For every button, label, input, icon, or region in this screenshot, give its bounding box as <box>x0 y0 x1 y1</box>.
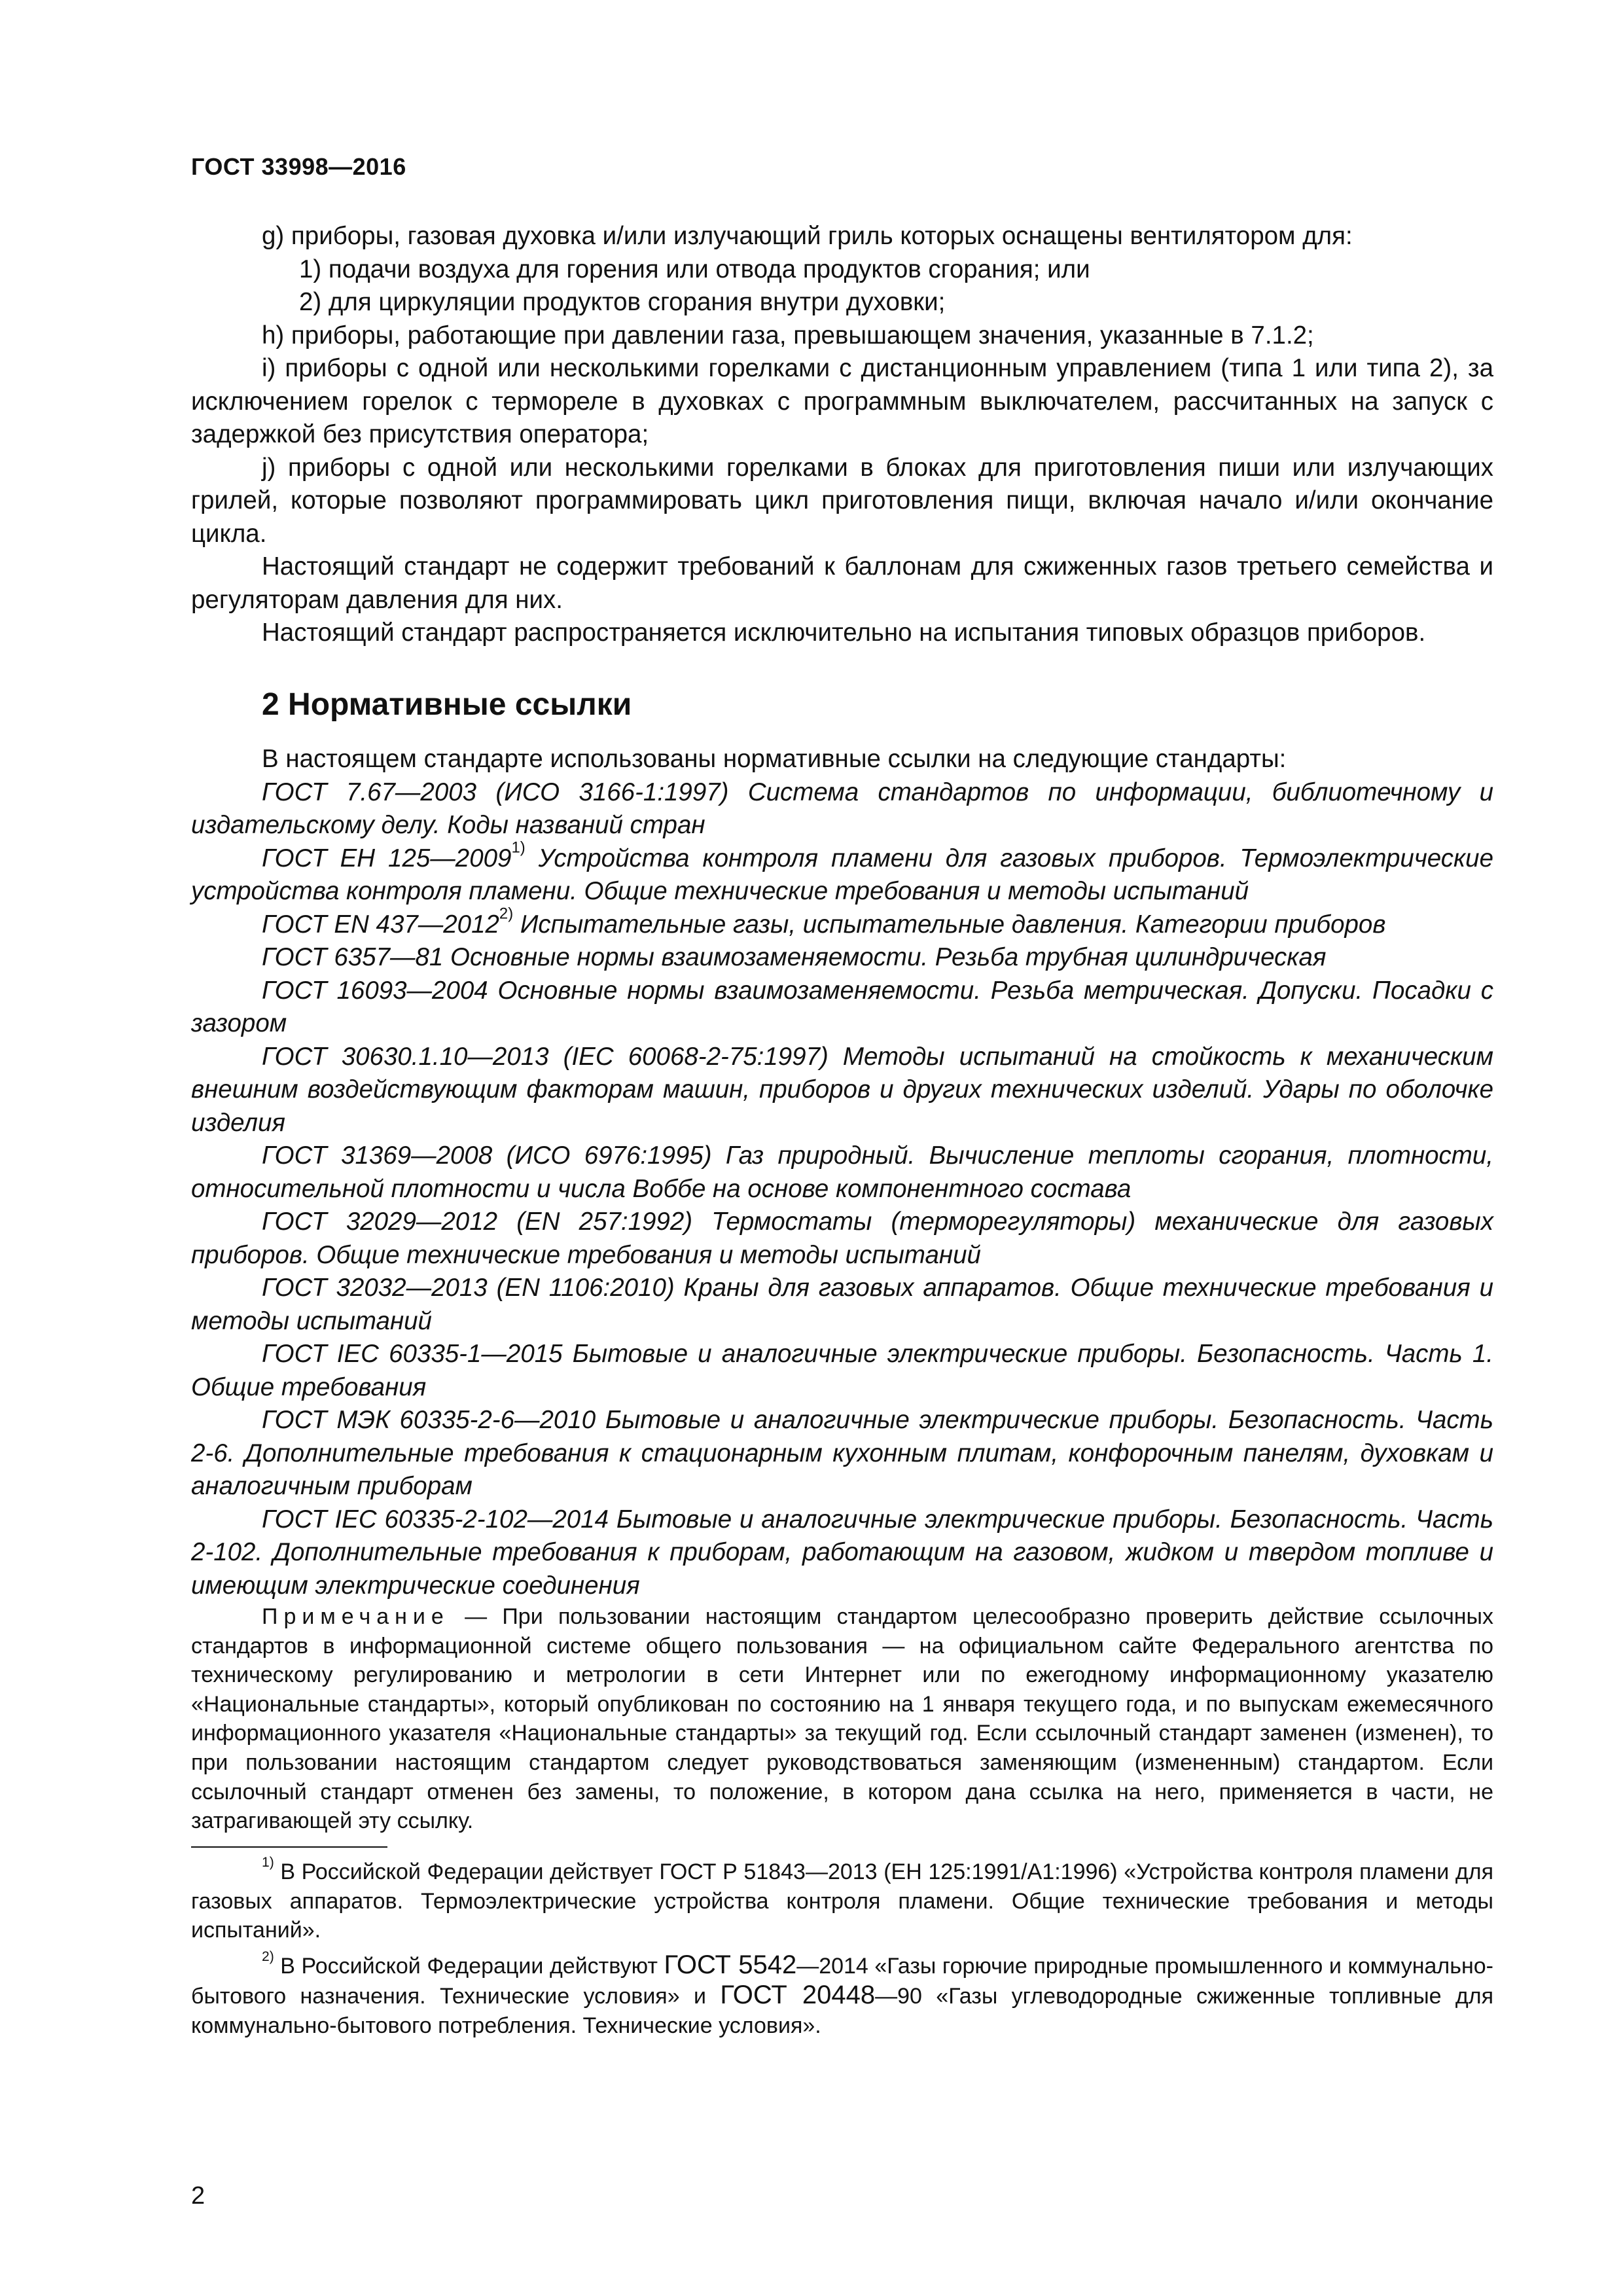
document-header: ГОСТ 33998—2016 <box>191 153 406 180</box>
reference-item: ГОСТ 7.67—2003 (ИСО 3166-1:1997) Система стандартов по информации, библиотечному и издательскому делу. Коды названий стран <box>191 778 1493 839</box>
reference-item: ГОСТ 32032—2013 (EN 1106:2010) Краны для газовых аппаратов. Общие технические требования и методы испытаний <box>191 1274 1493 1335</box>
footnote-marker: 1) <box>511 838 526 857</box>
footnote-text: В Российской Федерации действует ГОСТ Р 51843—2013 (ЕН 125:1991/А1:1996) «Устройства контроля пламени для газовых аппаратов. Термоэлектрические устройства контроля пламени. Общие технические требования и методы испытаний». <box>191 1859 1493 1943</box>
reference-code: ГОСТ ЕН 125—2009 <box>262 844 512 872</box>
reference-item: ГОСТ 30630.1.10—2013 (IEC 60068-2-75:1997) Методы испытаний на стойкость к механическим внешним воздействующим факторам машин, приборов и других технических изделий. Удары по оболочке изделия <box>191 1042 1493 1137</box>
footnote-text: —2014 «Газы горючие природные промышленного и коммунально-бытового назначения. Технические условия» и <box>191 1953 1493 2009</box>
reference-item: ГОСТ 32029—2012 (EN 257:1992) Термостаты (терморегуляторы) механические для газовых приборов. Общие технические требования и методы испытаний <box>191 1208 1493 1269</box>
reference-item: ГОСТ МЭК 60335-2-6—2010 Бытовые и аналогичные электрические приборы. Безопасность. Часть 2-6. Дополнительные требования к стационарным кухонным плитам, конфорочным панелям, духовкам и аналогичным приборам <box>191 1406 1493 1500</box>
footnote-marker: 1) <box>262 1855 274 1871</box>
section-2-title: 2 Нормативные ссылки <box>262 687 632 722</box>
reference-item: ГОСТ 6357—81 Основные нормы взаимозаменяемости. Резьба трубная цилиндрическая <box>262 943 1327 971</box>
paragraph-cylinders: Настоящий стандарт не содержит требований к баллонам для сжиженных газов третьего семейства и регуляторам давления для них. <box>191 552 1493 614</box>
list-item-h: h) приборы, работающие при давлении газа, превышающем значения, указанные в 7.1.2; <box>262 321 1314 350</box>
list-item-g: g) приборы, газовая духовка и/или излучающий гриль которых оснащены вентилятором для: <box>262 222 1353 250</box>
list-subitem-g1: 1) подачи воздуха для горения или отвода продуктов сгорания; или <box>299 255 1090 283</box>
reference-item: ГОСТ IEC 60335-2-102—2014 Бытовые и аналогичные электрические приборы. Безопасность. Часть 2-102. Дополнительные требования к приборам, работающим на газовом, жидком и твердом топливе и имеющим электрические соединения <box>191 1505 1493 1600</box>
reference-item <box>191 905 1493 942</box>
footnote-2 <box>191 1950 1493 2041</box>
list-subitem-g2: 2) для циркуляции продуктов сгорания внутри духовки; <box>299 288 946 316</box>
normative-references <box>191 743 1493 1602</box>
footnote-marker: 2) <box>499 905 514 923</box>
footnote-reference: ГОСТ 20448 <box>720 1981 876 2010</box>
note-label: Примечание <box>262 1604 450 1629</box>
paragraph-scope: Настоящий стандарт распространяется исключительно на испытания типовых образцов приборов. <box>262 619 1426 647</box>
scope-list <box>191 220 1493 650</box>
footnote-text: —90 «Газы углеводородные сжиженные топливные для коммунально-бытового потребления. Технические условия». <box>191 1984 1494 2038</box>
references-intro: В настоящем стандарте использованы нормативные ссылки на следующие стандарты: <box>262 745 1287 773</box>
note-block <box>191 1602 1493 1836</box>
reference-title: Устройства контроля пламени для газовых приборов. Термоэлектрические устройства контроля пламени. Общие технические требования и методы испытаний <box>191 844 1493 905</box>
footnote-reference: ГОСТ 5542 <box>664 1950 797 1979</box>
reference-item: ГОСТ 16093—2004 Основные нормы взаимозаменяемости. Резьба метрическая. Допуски. Посадки с зазором <box>191 976 1493 1037</box>
footnote-separator <box>191 1846 387 1848</box>
reference-title: Испытательные газы, испытательные давления. Категории приборов <box>513 910 1386 939</box>
footnote-1 <box>191 1857 1493 1945</box>
reference-item <box>191 838 1493 908</box>
reference-item: ГОСТ IEC 60335-1—2015 Бытовые и аналогичные электрические приборы. Безопасность. Часть 1. Общие требования <box>191 1340 1493 1401</box>
note-paragraph <box>191 1602 1493 1836</box>
page-number: 2 <box>191 2182 205 2210</box>
footnotes <box>191 1857 1493 2046</box>
footnote-text: В Российской Федерации действуют <box>274 1953 664 1979</box>
list-item-j: j) приборы с одной или несколькими горелками в блоках для приготовления пиши или излучающих грилей, которые позволяют программировать цикл приготовления пищи, включая начало и/или окончание цикла. <box>191 453 1493 548</box>
reference-code: ГОСТ EN 437—2012 <box>262 910 499 939</box>
list-item-i: i) приборы с одной или несколькими горелками с дистанционным управлением (типа 1 или типа 2), за исключением горелок с термореле в духовках с программным выключателем, рассчитанных на запуск с задержкой без присутствия оператора; <box>191 354 1493 448</box>
footnote-marker: 2) <box>262 1948 274 1964</box>
note-text: — При пользовании настоящим стандартом целесообразно проверить действие ссылочных стандартов в информационной системе общего пользования — на официальном сайте Федерального агентства по техническому регулированию и метрологии в сети Интернет или по ежегодному информационному указателю «Национальные стандарты», который опубликован по состоянию на 1 января текущего года, и по выпускам ежемесячного информационного указателя «Национальные стандарты» за текущий год. Если ссылочный стандарт заменен (изменен), то при пользовании настоящим стандартом следует руководствоваться заменяющим (измененным) стандартом. Если ссылочный стандарт отменен без замены, то положение, в котором дана ссылка на него, применяется в части, не затрагивающей эту ссылку. <box>191 1604 1493 1834</box>
reference-item: ГОСТ 31369—2008 (ИСО 6976:1995) Газ природный. Вычисление теплоты сгорания, плотности, относительной плотности и числа Воббе на основе компонентного состава <box>191 1141 1493 1203</box>
